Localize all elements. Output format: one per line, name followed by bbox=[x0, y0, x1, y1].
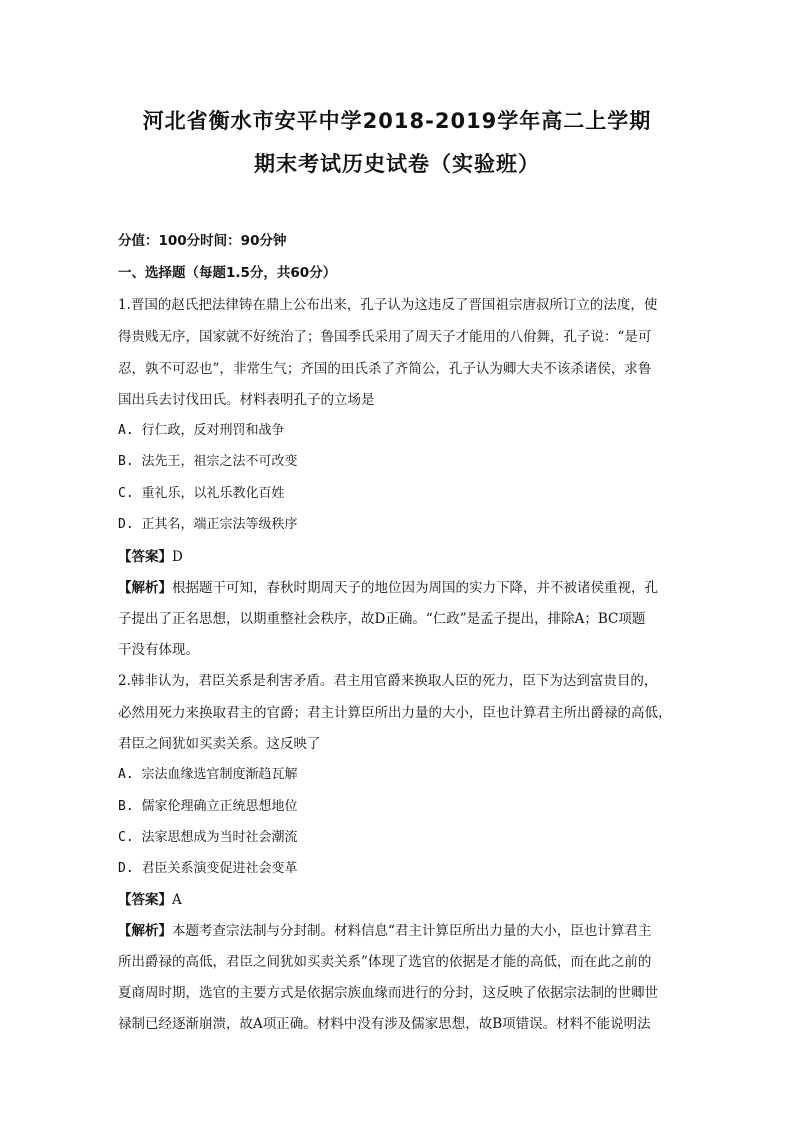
score-time-info: 分值：100分时间：90分钟 bbox=[118, 233, 287, 249]
q1-option-b: B. 法先王，祖宗之法不可改变 bbox=[118, 454, 298, 469]
q2-stem-line: 君臣之间犹如买卖关系。这反映了 bbox=[118, 736, 321, 752]
section-heading: 一、选择题（每题1.5分，共60分） bbox=[118, 265, 337, 281]
q1-answer bbox=[118, 545, 678, 565]
q1-stem-line: 得贵贱无序，国家就不好统治了；鲁国季氏采用了周天子才能用的八佾舞，孔子说：“是可 bbox=[118, 329, 652, 345]
q1-analysis-line: 子提出了正名思想，以期重整社会秩序，故D正确。“仁政”是孟子提出，排除A；BC项题 bbox=[118, 611, 646, 627]
analysis-label: 【解析】 bbox=[118, 923, 172, 939]
answer-label: 【答案】 bbox=[118, 549, 172, 565]
q1-stem-line: 忍，孰不可忍也”，非常生气；齐国的田氏杀了齐简公，孔子认为卿大夫不该杀诸侯，求鲁 bbox=[118, 361, 652, 377]
q2-analysis-line: 禄制已经逐渐崩溃，故A项正确。材料中没有涉及儒家思想，故B项错误。材料不能说明法 bbox=[118, 1016, 651, 1032]
answer-value: D bbox=[172, 549, 183, 565]
answer-label: 【答案】 bbox=[118, 892, 172, 908]
q2-option-d: D. 君臣关系演变促进社会变革 bbox=[118, 861, 298, 876]
q2-option-b: B. 儒家伦理确立正统思想地位 bbox=[118, 799, 298, 814]
q2-analysis-line bbox=[118, 919, 678, 939]
q1-option-a: A. 行仁政，反对刑罚和战争 bbox=[118, 423, 285, 438]
q1-stem-line: 1.晋国的赵氏把法律铸在鼎上公布出来，孔子认为这违反了晋国祖宗唐叔所订立的法度，使 bbox=[118, 297, 658, 313]
q2-option-c: C. 法家思想成为当时社会潮流 bbox=[118, 830, 298, 845]
q1-analysis-line: 干没有体现。 bbox=[118, 642, 199, 658]
q2-stem-line: 2.韩非认为，君臣关系是利害矛盾。君主用官爵来换取人臣的死力，臣下为达到富贵目的， bbox=[118, 673, 658, 689]
q1-option-c: C. 重礼乐，以礼乐教化百姓 bbox=[118, 486, 285, 501]
q1-analysis-line bbox=[118, 576, 678, 596]
q1-option-d: D. 正其名，端正宗法等级秩序 bbox=[118, 517, 298, 532]
q2-option-a: A. 宗法血缘选官制度渐趋瓦解 bbox=[118, 767, 298, 782]
analysis-text: 本题考查宗法制与分封制。材料信息“君主计算臣所出力量的大小，臣也计算君主 bbox=[172, 923, 652, 939]
answer-value: A bbox=[172, 892, 182, 908]
q2-answer bbox=[118, 888, 678, 908]
exam-title-line-1: 河北省衡水市安平中学2018-2019学年高二上学期 bbox=[142, 109, 652, 133]
q2-stem-line: 必然用死力来换取君主的官爵；君主计算臣所出力量的大小，臣也计算君主所出爵禄的高低， bbox=[118, 705, 672, 721]
analysis-text: 根据题干可知，春秋时期周天子的地位因为周国的实力下降，并不被诸侯重视，孔 bbox=[172, 580, 658, 596]
q2-analysis-line: 夏商周时期，选官的主要方式是依据宗族血缘而进行的分封，这反映了依据宗法制的世卿世 bbox=[118, 985, 658, 1001]
analysis-label: 【解析】 bbox=[118, 580, 172, 596]
q1-stem-line: 国出兵去讨伐田氏。材料表明孔子的立场是 bbox=[118, 392, 375, 408]
exam-title-line-2: 期末考试历史试卷（实验班） bbox=[254, 152, 540, 176]
q2-analysis-line: 所出爵禄的高低，君臣之间犹如买卖关系”体现了选官的依据是才能的高低，而在此之前的 bbox=[118, 954, 652, 970]
